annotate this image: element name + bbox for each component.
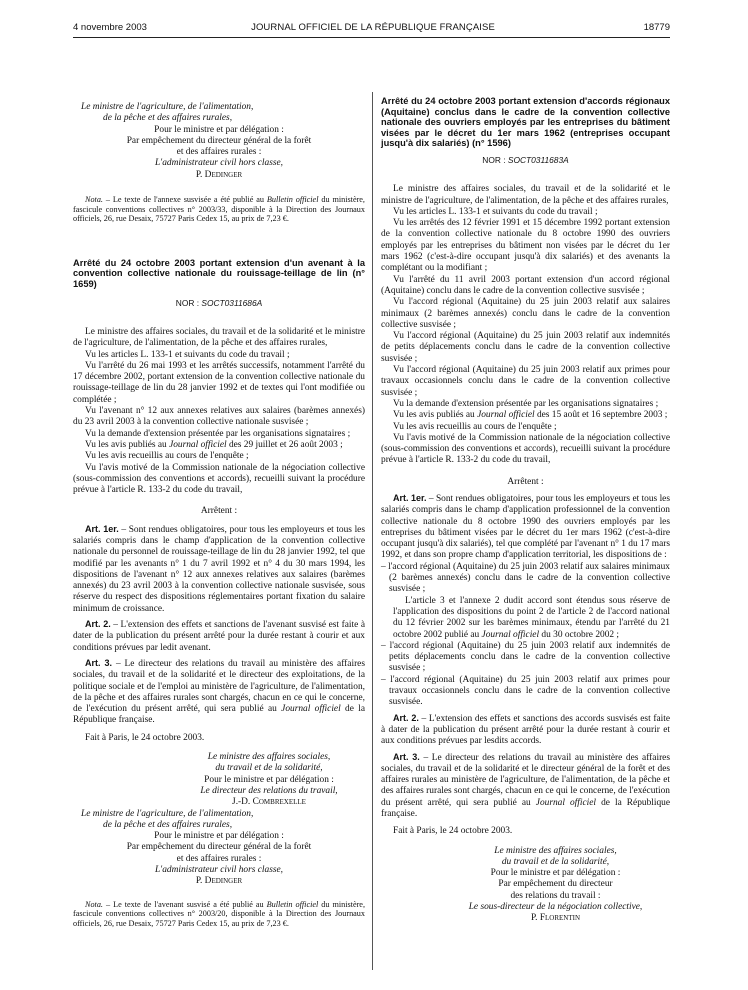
paragraph: Vu l'accord régional (Aquitaine) du 25 juin 2003 relatif aux primes pour travaux occasionnels conclu dans le cadre de la convention collective susvisée ; [381, 365, 670, 398]
list-item: – l'accord régional (Aquitaine) du 25 juin 2003 relatif aux salaires minimaux (2 barèmes annexés) conclu dans le cadre de la convention collective susvisée ; [381, 561, 670, 595]
decree-body [381, 184, 670, 837]
arretent-heading: Arrêtent : [200, 506, 238, 517]
header-page-number: 18779 [643, 22, 670, 33]
paragraph: Vu l'accord régional (Aquitaine) du 25 juin 2003 relatif aux indemnités de petits déplacements conclu dans le cadre de la convention collective susvisée ; [381, 331, 670, 364]
paragraph: Vu les arrêtés des 12 février 1991 et 15 décembre 1992 portant extension de la convention collective nationale du 8 octobre 1990 des ouvriers employés par les entreprises du bâtiment non visées par le décret du 1er mars 1962 (c'est-à-dire occupant jusqu'à dix salariés) et des avenants la complétant ou la modifiant ; [381, 218, 670, 274]
arretent-heading: Arrêtent : [507, 476, 544, 487]
signatory-name: P. Florentin [530, 913, 581, 924]
left-top-signature [73, 102, 365, 181]
paragraph: Vu les avis recueillis au cours de l'enquête ; [393, 421, 557, 432]
nor-reference: NOR : SOCT0311686A [175, 297, 263, 308]
signature-line: Le ministre des affaires sociales, [207, 752, 331, 763]
left-column [73, 102, 365, 928]
signature-line: Pour le ministre et par délégation : [490, 868, 621, 879]
page-header [73, 22, 670, 36]
nor-reference: NOR : SOCT0311683A [482, 154, 569, 165]
signature-line: Le sous-directeur de la négociation collective, [468, 902, 643, 913]
decree-body [73, 327, 365, 744]
signature-line: du travail et de la solidarité, [215, 763, 323, 774]
paragraph: Vu les avis publiés au Journal officiel des 15 août et 16 septembre 2003 ; [393, 410, 668, 421]
signatory-name: J.-D. Combrexelle [232, 797, 306, 808]
paragraph: Vu la demande d'extension présentée par les organisations signataires ; [85, 428, 351, 439]
right-column [381, 96, 670, 925]
left-decree-signature-1 [73, 752, 365, 808]
list-item: – l'accord régional (Aquitaine) du 25 juin 2003 relatif aux indemnités de petits déplacements conclu dans le cadre de la convention collective susvisée ; [381, 640, 670, 674]
signature-line: Pour le ministre et par délégation : [204, 774, 334, 785]
signature-line: et des affaires rurales : [176, 147, 262, 158]
paragraph: Vu l'accord régional (Aquitaine) du 25 juin 2003 relatif aux salaires minimaux (2 barèmes annexés) conclu dans le cadre de la convention collective susvisée ; [381, 297, 670, 330]
paragraph: Vu l'avenant n° 12 aux annexes relatives aux salaires (barèmes annexés) du 23 avril 2003 à la convention collective nationale susvisée ; [73, 406, 365, 428]
decree-title: Arrêté du 24 octobre 2003 portant extension d'accords régionaux (Aquitaine) conclus dans le cadre de la convention collective nationale des ouvriers employés par les entreprises du bâtiment visées par le décret du 1er mars 1962 (entreprises occupant jusqu'à dix salariés) (n° 1596) [381, 96, 670, 149]
nota-paragraph: Nota. – Le texte de l'annexe susvisée a été publié au Bulletin officiel du ministère, fascicule conventions collectives n° 2003/33, disponible à la Direction des Journaux officiels, 26, rue Desaix, 75727 Paris Cedex 15, au prix de 7,23 €. [73, 195, 365, 224]
signature-line: Par empêchement du directeur général de la forêt [126, 842, 312, 853]
article-3: Art. 3. – Le directeur des relations du travail au ministère des affaires sociales, du travail et de la solidarité et le directeur des exploitations, de la politique sociale et de l'emploi au ministère de l'agriculture, de l'alimentation, de la pêche et des affaires rurales sont chargés, chacun en ce qui le concerne, de l'exécution du présent arrêté, qui sera publié au Journal officiel de la République française. [73, 657, 366, 726]
paragraph: Vu les avis recueillis au cours de l'enquête ; [85, 451, 249, 462]
paragraph: Le ministre des affaires sociales, du travail et de la solidarité et le ministre de l'agriculture, de l'alimentation, de la pêche et des affaires rurales, [381, 184, 670, 206]
signature-line: L'administrateur civil hors classe, [154, 158, 284, 169]
article-3: Art. 3. – Le directeur des relations du travail au ministère des affaires sociales, du travail et de la solidarité et le directeur général de la forêt et des affaires rurales au ministère de l'agriculture, de l'alimentation, de la pêche et des affaires rurales sont chargés, chacun en ce qui le concerne, de l'exécution du présent arrêté, qui sera publié au Journal officiel de la République française. [381, 751, 670, 819]
nota-label: Nota. [85, 195, 103, 205]
signature-line: et des affaires rurales : [176, 853, 262, 864]
paragraph: Le ministre des affaires sociales, du travail et de la solidarité et le ministre de l'agriculture, de l'alimentation, de la pêche et des affaires rurales, [73, 326, 365, 349]
paragraph: Vu l'avis motivé de la Commission nationale de la négociation collective (sous-commission des conventions et accords), recueilli suivant la procédure prévue à l'article R. 133-2 du code du travail, [381, 432, 670, 466]
header-rule [73, 37, 670, 38]
article-1: Art. 1er. – Sont rendues obligatoires, pour tous les employeurs et tous les salariés compris dans le champ d'application professionnel de la convention collective nationale du 8 octobre 1990 des ouvriers employés par les entreprises du bâtiment visées par le décret du 1er mars 1962 (c'est-à-dire occupant jusqu'à dix salariés), tel que complété par l'avenant n° 1 du 17 mars 1992, et dans son propre champ d'application territorial, les dispositions de : [381, 492, 670, 561]
right-decree-signature [381, 846, 670, 925]
paragraph: Vu les articles L. 133-1 et suivants du code du travail ; [393, 206, 598, 217]
signatory-name: P. Dedinger [195, 169, 243, 180]
signature-line: Par empêchement du directeur général de la forêt [126, 135, 312, 146]
signatory-name: P. Dedinger [195, 876, 243, 887]
nota-paragraph: Nota. – Le texte de l'avenant susvisé a été publié au Bulletin officiel du ministère, fascicule conventions collectives n° 2003/20, disponible à la Direction des Journaux officiels, 26, rue Desaix, 75727 Paris Cedex 15, au prix de 7,23 €. [73, 899, 365, 928]
signature-line: Pour le ministre et par délégation : [154, 124, 284, 135]
left-decree-signature-2 [73, 809, 365, 888]
paragraph: Vu l'arrêté du 11 avril 2003 portant extension d'un accord régional (Aquitaine) conclu dans le cadre de la convention collective susvisée ; [381, 274, 670, 296]
column-divider [372, 92, 373, 970]
signature-line: Le ministre de l'agriculture, de l'alimentation, [81, 102, 254, 112]
article-2: Art. 2. – L'extension des effets et sanctions de l'avenant susvisé est faite à dater de la publication du présent arrêté pour la durée restant à courir et aux conditions prévues par ledit avenant. [73, 619, 365, 653]
signature-line: Le ministre de l'agriculture, de l'alimentation, [81, 808, 254, 819]
header-journal-title: JOURNAL OFFICIEL DE LA RÉPUBLIQUE FRANÇAISE [251, 22, 495, 33]
paragraph: Vu les avis publiés au Journal officiel des 29 juillet et 26 août 2003 ; [85, 439, 343, 450]
signature-line: Le directeur des relations du travail, [200, 785, 338, 796]
list-item: – l'accord régional (Aquitaine) du 25 juin 2003 relatif aux primes pour travaux occasionnels conclu dans le cadre de la convention collective susvisée. [381, 674, 670, 708]
signature-line: de la pêche et des affaires rurales, [103, 113, 233, 124]
paragraph: Vu l'avis motivé de la Commission nationale de la négociation collective (sous-commission des conventions et accords), recueilli suivant la procédure prévue à l'article R. 133-2 du code du travail, [73, 462, 365, 496]
decree-title: Arrêté du 24 octobre 2003 portant extension d'un avenant à la convention collective nationale du rouissage-teillage de lin (n° 1659) [73, 257, 365, 290]
date-place: Fait à Paris, le 24 octobre 2003. [85, 732, 205, 743]
signature-line: Par empêchement du directeur [498, 879, 613, 890]
signature-line: de la pêche et des affaires rurales, [103, 819, 233, 830]
signature-line: L'administrateur civil hors classe, [154, 865, 284, 875]
paragraph: Vu les articles L. 133-1 et suivants du code du travail ; [85, 349, 290, 360]
signature-line: Pour le ministre et par délégation : [154, 831, 284, 842]
signature-line: des relations du travail : [510, 890, 601, 901]
list-item-note: L'article 3 et l'annexe 2 dudit accord sont étendus sous réserve de l'application des dispositions du point 2 de l'article 2 de l'accord national du 12 février 2002 sur les barèmes minimaux, étendu par l'arrêté du 21 octobre 2002 publié au Journal officiel du 30 octobre 2002 ; [393, 595, 670, 640]
signature-line: du travail et de la solidarité, [501, 856, 610, 867]
article-1: Art. 1er. – Sont rendues obligatoires, pour tous les employeurs et tous les salariés compris dans le champ d'application de la convention collective nationale du personnel de rouissage-teillage de lin du 28 janvier 1992, tel que modifié par les avenants n° 1 du 7 avril 1992 et n° 4 du 30 mars 1994, les dispositions de l'avenant n° 12 aux annexes relatives aux salaires (barèmes annexés) du 23 avril 2003 à la convention collective nationale susvisée, sous réserve du respect des dispositions réglementaires portant fixation du salaire minimum de croissance. [73, 523, 365, 614]
paragraph: Vu l'arrêté du 26 mai 1993 et les arrêtés successifs, notamment l'arrêté du 17 décembre 2002, portant extension de la convention collective nationale du rouissage-teillage de lin du 28 janvier 1992 et de textes qui l'ont modifiée ou complétée ; [73, 360, 365, 405]
paragraph: Vu la demande d'extension présentée par les organisations signataires ; [393, 398, 659, 409]
date-place: Fait à Paris, le 24 octobre 2003. [393, 826, 513, 837]
article-2: Art. 2. – L'extension des effets et sanctions des accords susvisés est faite à dater de la publication du présent arrêté pour la durée restant à courir et aux conditions prévues par lesdits accords. [381, 712, 670, 747]
header-date: 4 novembre 2003 [73, 22, 147, 33]
nota-label: Nota. [85, 899, 103, 909]
signature-line: Le ministre des affaires sociales, [494, 845, 617, 856]
